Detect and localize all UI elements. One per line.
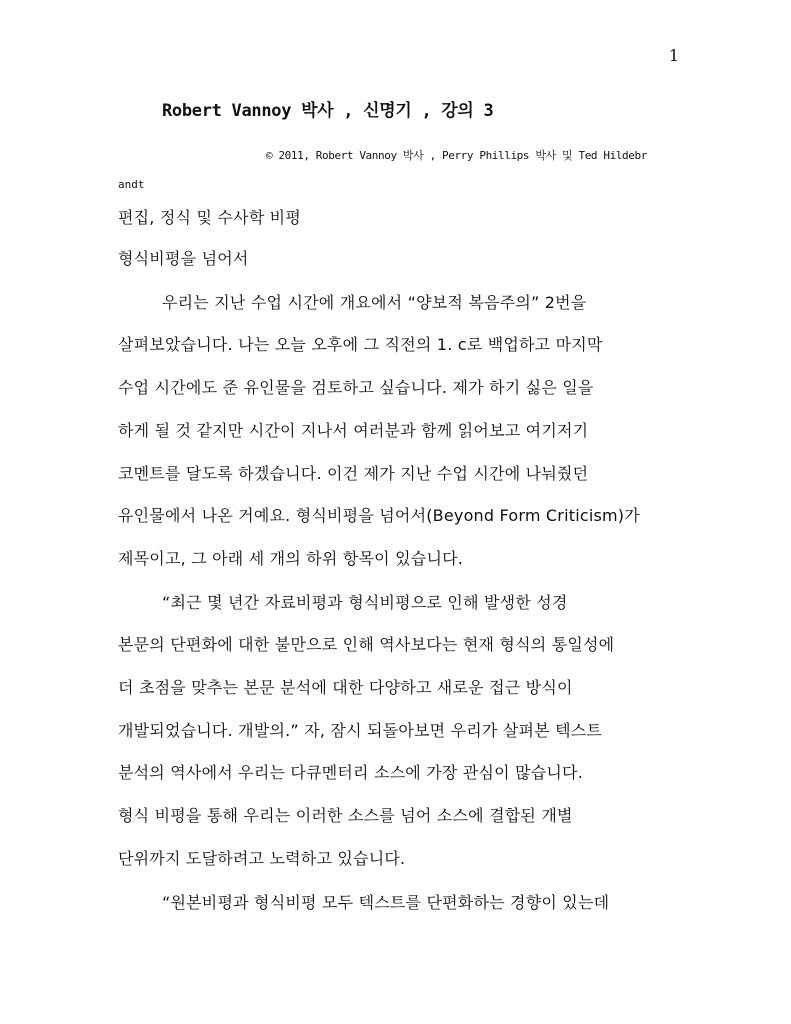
body-line: “최근 몇 년간 자료비평과 형식비평으로 인해 발생한 성경 [162,593,568,612]
body-line: 더 초점을 맞추는 본문 분석에 대한 다양하고 새로운 접근 방식이 [118,678,573,697]
body-line: 분석의 역사에서 우리는 다큐멘터리 소스에 가장 관심이 많습니다. [118,763,584,782]
body-line: 수업 시간에도 준 유인물을 검토하고 싶습니다. 제가 하기 싫은 일을 [118,378,594,397]
body-line: 유인물에서 나온 거예요. 형식비평을 넘어서(Beyond Form Criticism)가 [118,506,640,525]
document-title: Robert Vannoy 박사 , 신명기 , 강의 3 [162,101,494,121]
body-line: 코멘트를 달도록 하겠습니다. 이건 제가 지난 수업 시간에 나눠줬던 [118,464,589,483]
copyright-line: © 2011, Robert Vannoy 박사 , Perry Phillips 박사 및 Ted Hildebr [266,149,647,162]
body-line: 본문의 단편화에 대한 불만으로 인해 역사보다는 현재 형식의 통일성에 [118,635,615,654]
body-line: 하게 될 것 같지만 시간이 지나서 여러분과 함께 읽어보고 여기저기 [118,421,589,440]
body-line: 개발되었습니다. 개발의.” 자, 잠시 되돌아보면 우리가 살펴본 텍스트 [118,721,603,740]
body-line: 형식 비평을 통해 우리는 이러한 소스를 넘어 소스에 결합된 개별 [118,806,573,825]
body-line: “원본비평과 형식비평 모두 텍스트를 단편화하는 경향이 있는데 [162,893,610,912]
body-line: 살펴보았습니다. 나는 오늘 오후에 그 직전의 1. c로 백업하고 마지막 [118,335,603,354]
body-line: 우리는 지난 수업 시간에 개요에서 “양보적 복음주의” 2번을 [162,293,587,312]
section-heading: 편집, 정식 및 수사학 비평 [118,208,301,227]
page-number: 1 [668,46,679,65]
subheading: 형식비평을 넘어서 [118,249,249,268]
copyright-line-continued: andt [118,178,145,191]
body-line: 제목이고, 그 아래 세 개의 하위 항목이 있습니다. [118,549,464,568]
body-line: 단위까지 도달하려고 노력하고 있습니다. [118,849,406,868]
